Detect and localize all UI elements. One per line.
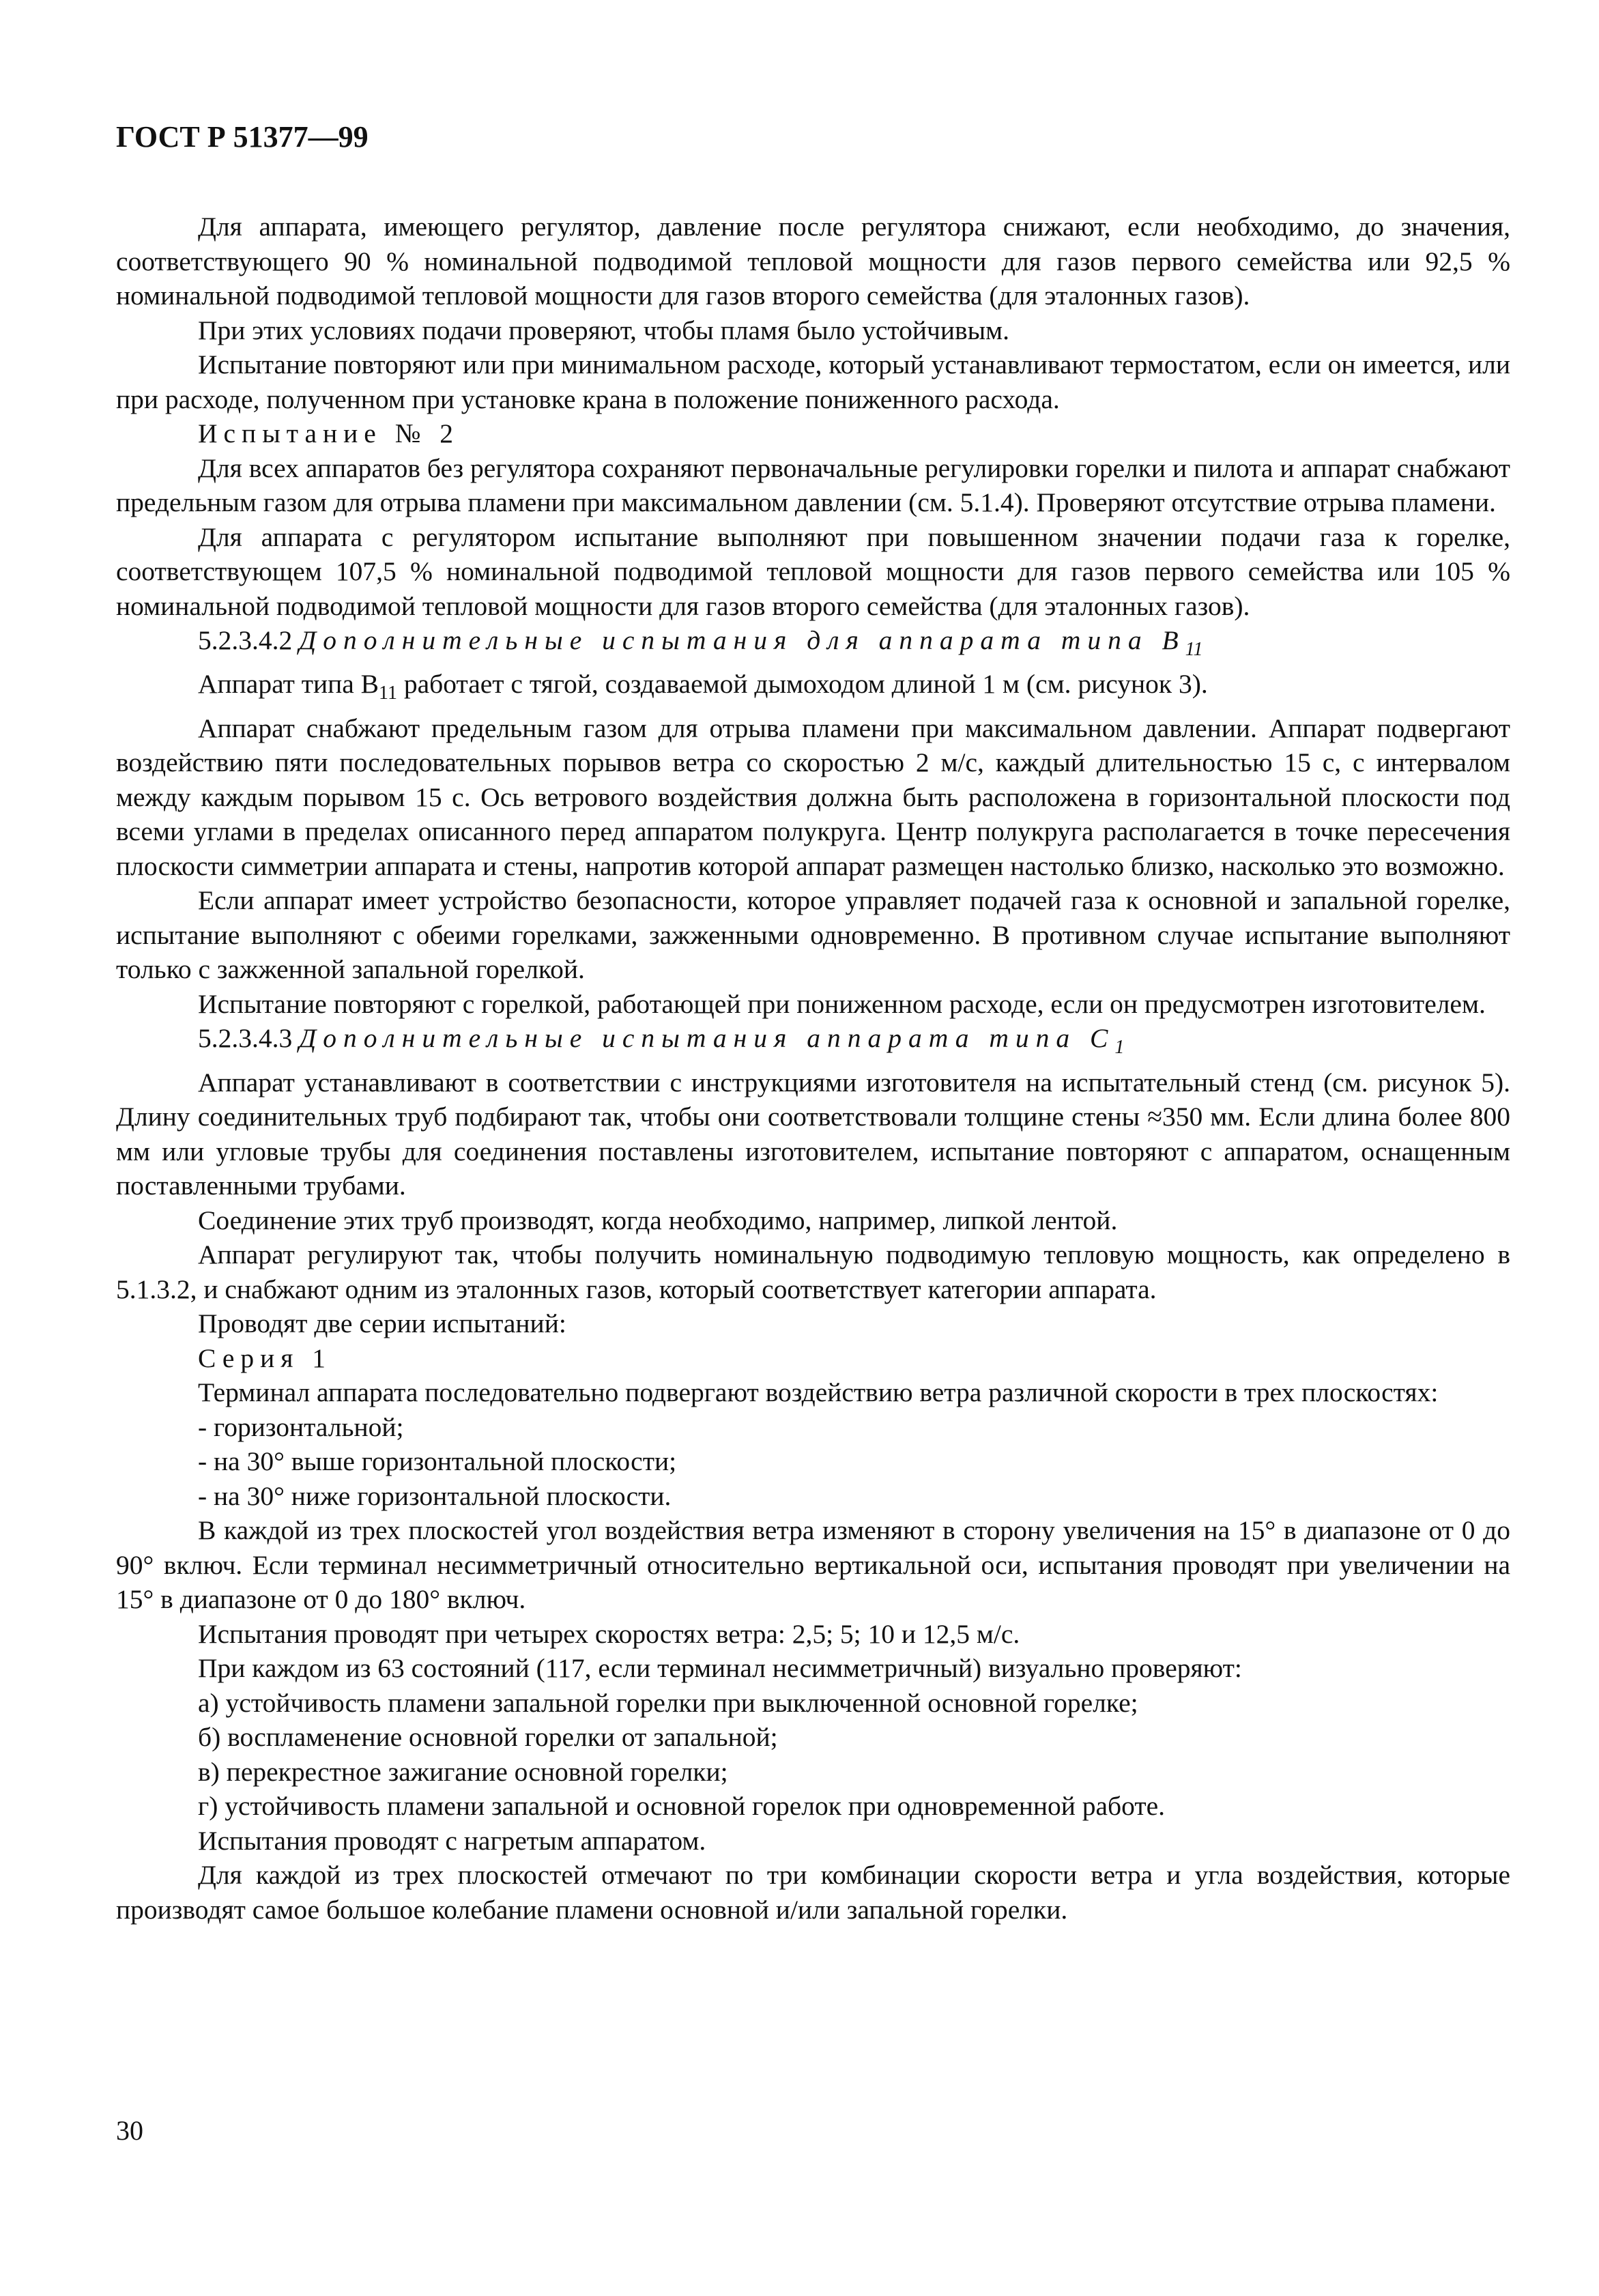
test-heading-2: Испытание № 2 (198, 418, 460, 448)
paragraph: Для аппарата, имеющего регулятор, давление после регулятора снижают, если необходимо, до значения, соответствующего 90 % номинальной подводимой тепловой мощности для газов первого семейства или 92,5 % номинальной подводимой тепловой мощности для газов второго семейства (для эталонных газов). (116, 212, 1510, 311)
paragraph: Испытание повторяют с горелкой, работающей при пониженном расходе, если он предусмотрен изготовителем. (198, 988, 1486, 1019)
paragraph: Проводят две серии испытаний: (198, 1308, 566, 1339)
paragraph: Аппарат типа $B_{11}$ работает с тягой, создаваемой дымоходом длиной 1 м (см. рисунок 3). (198, 669, 1208, 704)
page-number: 30 (116, 2115, 143, 2146)
paragraph: Испытания проводят при четырех скоростях ветра: 2,5; 5; 10 и 12,5 м/с. (198, 1618, 1020, 1649)
paragraph: Для аппарата с регулятором испытание выполняют при повышенном значении подачи газа к горелке, соответствующем 107,5 % номинальной подводимой тепловой мощности для газов первого семейства или 105 % номинальной подводимой тепловой мощности для газов второго семейства (для эталонных газов). (116, 521, 1510, 621)
list-item: - на 30° ниже горизонтальной плоскости. (198, 1480, 672, 1511)
paragraph: Испытание повторяют или при минимальном расходе, который устанавливают термостатом, если он имеется, или при расходе, полученном при установке крана в положение пониженного расхода. (116, 349, 1510, 414)
document-body (116, 210, 1510, 1927)
section-number: 5.2.3.4.3 (198, 1023, 293, 1054)
subscript: 11 (1185, 638, 1203, 660)
list-item: в) перекрестное зажигание основной горелки; (198, 1756, 728, 1787)
section-heading-5-2-3-4-3 (116, 1021, 1510, 1065)
list-item: г) устойчивость пламени запальной и основной горелок при одновременной работе. (198, 1791, 1166, 1822)
paragraph: Терминал аппарата последовательно подвергают воздействию ветра различной скорости в трех плоскостях: (198, 1377, 1439, 1408)
section-title: Дополнительные испытания аппарата типа C (299, 1023, 1115, 1054)
paragraph: Для каждой из трех плоскостей отмечают по три комбинации скорости ветра и угла воздействия, которые производят самое большое колебание пламени основной и/или запальной горелки. (116, 1860, 1510, 1925)
subscript: 1 (1114, 1037, 1125, 1059)
list-item: - горизонтальной; (198, 1411, 404, 1442)
paragraph: Для всех аппаратов без регулятора сохраняют первоначальные регулировки горелки и пилота и аппарат снабжают предельным газом для отрыва пламени при максимальном давлении (см. 5.1.4). Проверяют отсутствие отрыва пламени. (116, 453, 1510, 517)
paragraph: Испытания проводят с нагретым аппаратом. (198, 1825, 706, 1856)
paragraph: При этих условиях подачи проверяют, чтобы пламя было устойчивым. (198, 315, 1010, 345)
list-item: а) устойчивость пламени запальной горелки при выключенной основной горелке; (198, 1687, 1138, 1718)
paragraph: Аппарат устанавливают в соответствии с инструкциями изготовителя на испытательный стенд (см. рисунок 5). Длину соединительных труб подбирают так, чтобы они соответствовали толщине стены ≈350 мм. Если длина более 800 мм или угловые трубы для соединения поставлены изготовителем, испытание повторяют с аппаратом, оснащенным поставленными трубами. (116, 1067, 1510, 1201)
paragraph: В каждой из трех плоскостей угол воздействия ветра изменяют в сторону увеличения на 15° в диапазоне от 0 до 90° включ. Если терминал несимметричный относительно вертикальной оси, испытания проводят при увеличении на 15° в диапазоне от 0 до 180° включ. (116, 1515, 1510, 1615)
series-heading-1: Серия 1 (198, 1343, 332, 1373)
section-heading-5-2-3-4-2 (116, 623, 1510, 667)
paragraph: Аппарат снабжают предельным газом для отрыва пламени при максимальном давлении. Аппарат подвергают воздействию пяти последовательных порывов ветра со скоростью 2 м/с, каждый длительностью 15 с, с интервалом между каждым порывом 15 с. Ось ветрового воздействия должна быть расположена в горизонтальной плоскости под всеми углами в пределах описанного перед аппаратом полукруга. Центр полукруга располагается в точке пересечения плоскости симметрии аппарата и стены, напротив которой аппарат размещен настолько близко, насколько это возможно. (116, 713, 1510, 881)
list-item: - на 30° выше горизонтальной плоскости; (198, 1446, 677, 1477)
paragraph: Аппарат регулируют так, чтобы получить номинальную подводимую тепловую мощность, как определено в 5.1.3.2, и снабжают одним из эталонных газов, который соответствует категории аппарата. (116, 1239, 1510, 1304)
paragraph: Соединение этих труб производят, когда необходимо, например, липкой лентой. (198, 1205, 1118, 1235)
paragraph: При каждом из 63 состояний (117, если терминал несимметричный) визуально проверяют: (198, 1653, 1242, 1684)
document-standard-code: ГОСТ Р 51377—99 (116, 120, 369, 154)
paragraph: Если аппарат имеет устройство безопасности, которое управляет подачей газа к основной и запальной горелке, испытание выполняют с обеими горелками, зажженными одновременно. В противном случае испытание выполняют только с зажженной запальной горелкой. (116, 885, 1510, 985)
list-item: б) воспламенение основной горелки от запальной; (198, 1722, 778, 1753)
subscript: 11 (379, 683, 397, 704)
document-page (116, 119, 1510, 1927)
section-number: 5.2.3.4.2 (198, 625, 293, 655)
section-title: Дополнительные испытания для аппарата типа B (299, 625, 1185, 655)
